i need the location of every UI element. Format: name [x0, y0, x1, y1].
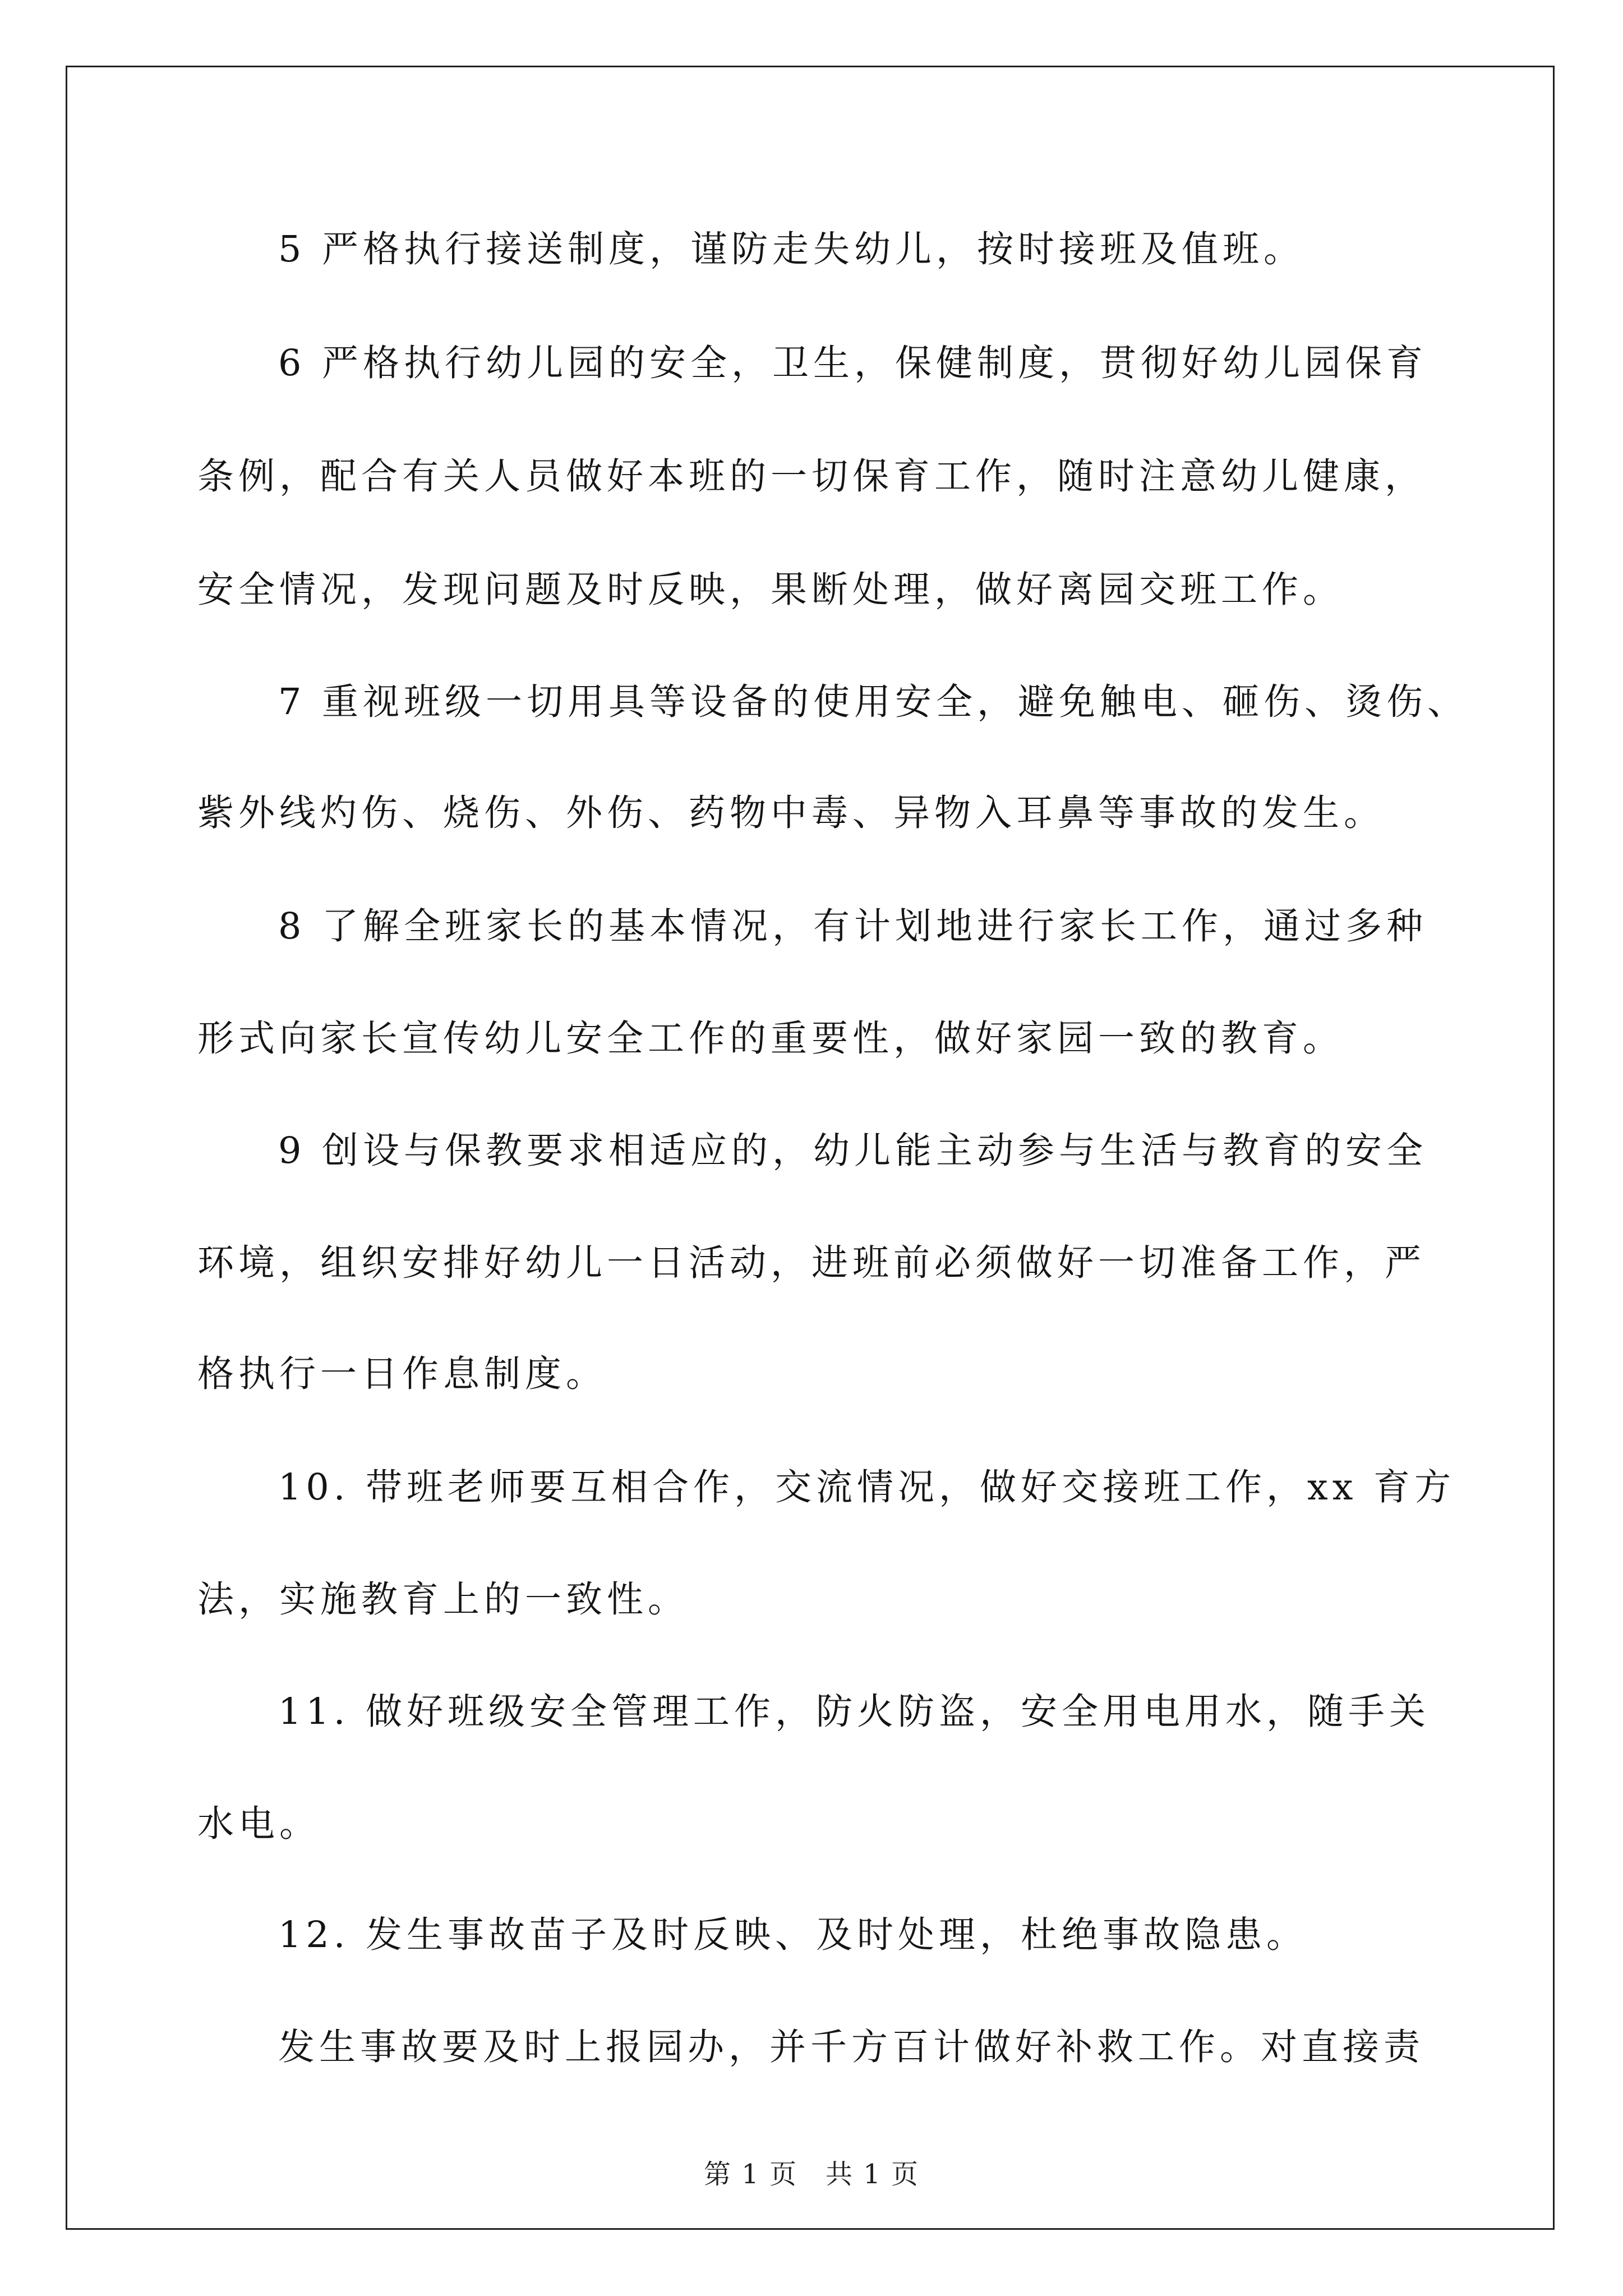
paragraph-6-line-2: 条例，配合有关人员做好本班的一切保育工作，随时注意幼儿健康， — [197, 455, 1426, 498]
paragraph-9-line-1: 9 创设与保教要求相适应的，幼儿能主动参与生活与教育的安全 — [278, 1130, 1428, 1172]
paragraph-7-line-2: 紫外线灼伤、烧伤、外伤、药物中毒、异物入耳鼻等事故的发生。 — [197, 792, 1385, 834]
paragraph-9-line-2: 环境，组织安排好幼儿一日活动，进班前必须做好一切准备工作，严 — [197, 1242, 1426, 1284]
paragraph-10-line-2: 法，实施教育上的一致性。 — [197, 1579, 689, 1621]
paragraph-10-line-1: 10. 带班老师要互相合作，交流情况，做好交接班工作，xx 育方 — [278, 1466, 1456, 1508]
paragraph-9-line-3: 格执行一日作息制度。 — [197, 1353, 607, 1395]
paragraph-11-line-1: 11. 做好班级安全管理工作，防火防盗，安全用电用水，随手关 — [278, 1691, 1431, 1733]
page-number-footer: 第 1 页 共 1 页 — [703, 2159, 920, 2190]
paragraph-11-line-2: 水电。 — [197, 1803, 321, 1845]
paragraph-6-line-3: 安全情况，发现问题及时反映，果断处理，做好离园交班工作。 — [197, 569, 1344, 611]
paragraph-13-line-1: 发生事故要及时上报园办，并千方百计做好补救工作。对直接责 — [278, 2026, 1425, 2068]
paragraph-12-line-1: 12. 发生事故苗子及时反映、及时处理，杜绝事故隐患。 — [278, 1914, 1308, 1956]
paragraph-8-line-1: 8 了解全班家长的基本情况，有计划地进行家长工作，通过多种 — [278, 905, 1428, 947]
paragraph-7-line-1: 7 重视班级一切用具等设备的使用安全，避免触电、砸伤、烫伤、 — [278, 681, 1469, 723]
paragraph-5-line-1: 5 严格执行接送制度，谨防走失幼儿，按时接班及值班。 — [278, 228, 1305, 270]
paragraph-6-line-1: 6 严格执行幼儿园的安全，卫生，保健制度，贯彻好幼儿园保育 — [278, 342, 1428, 384]
paragraph-8-line-2: 形式向家长宣传幼儿安全工作的重要性，做好家园一致的教育。 — [197, 1018, 1344, 1060]
